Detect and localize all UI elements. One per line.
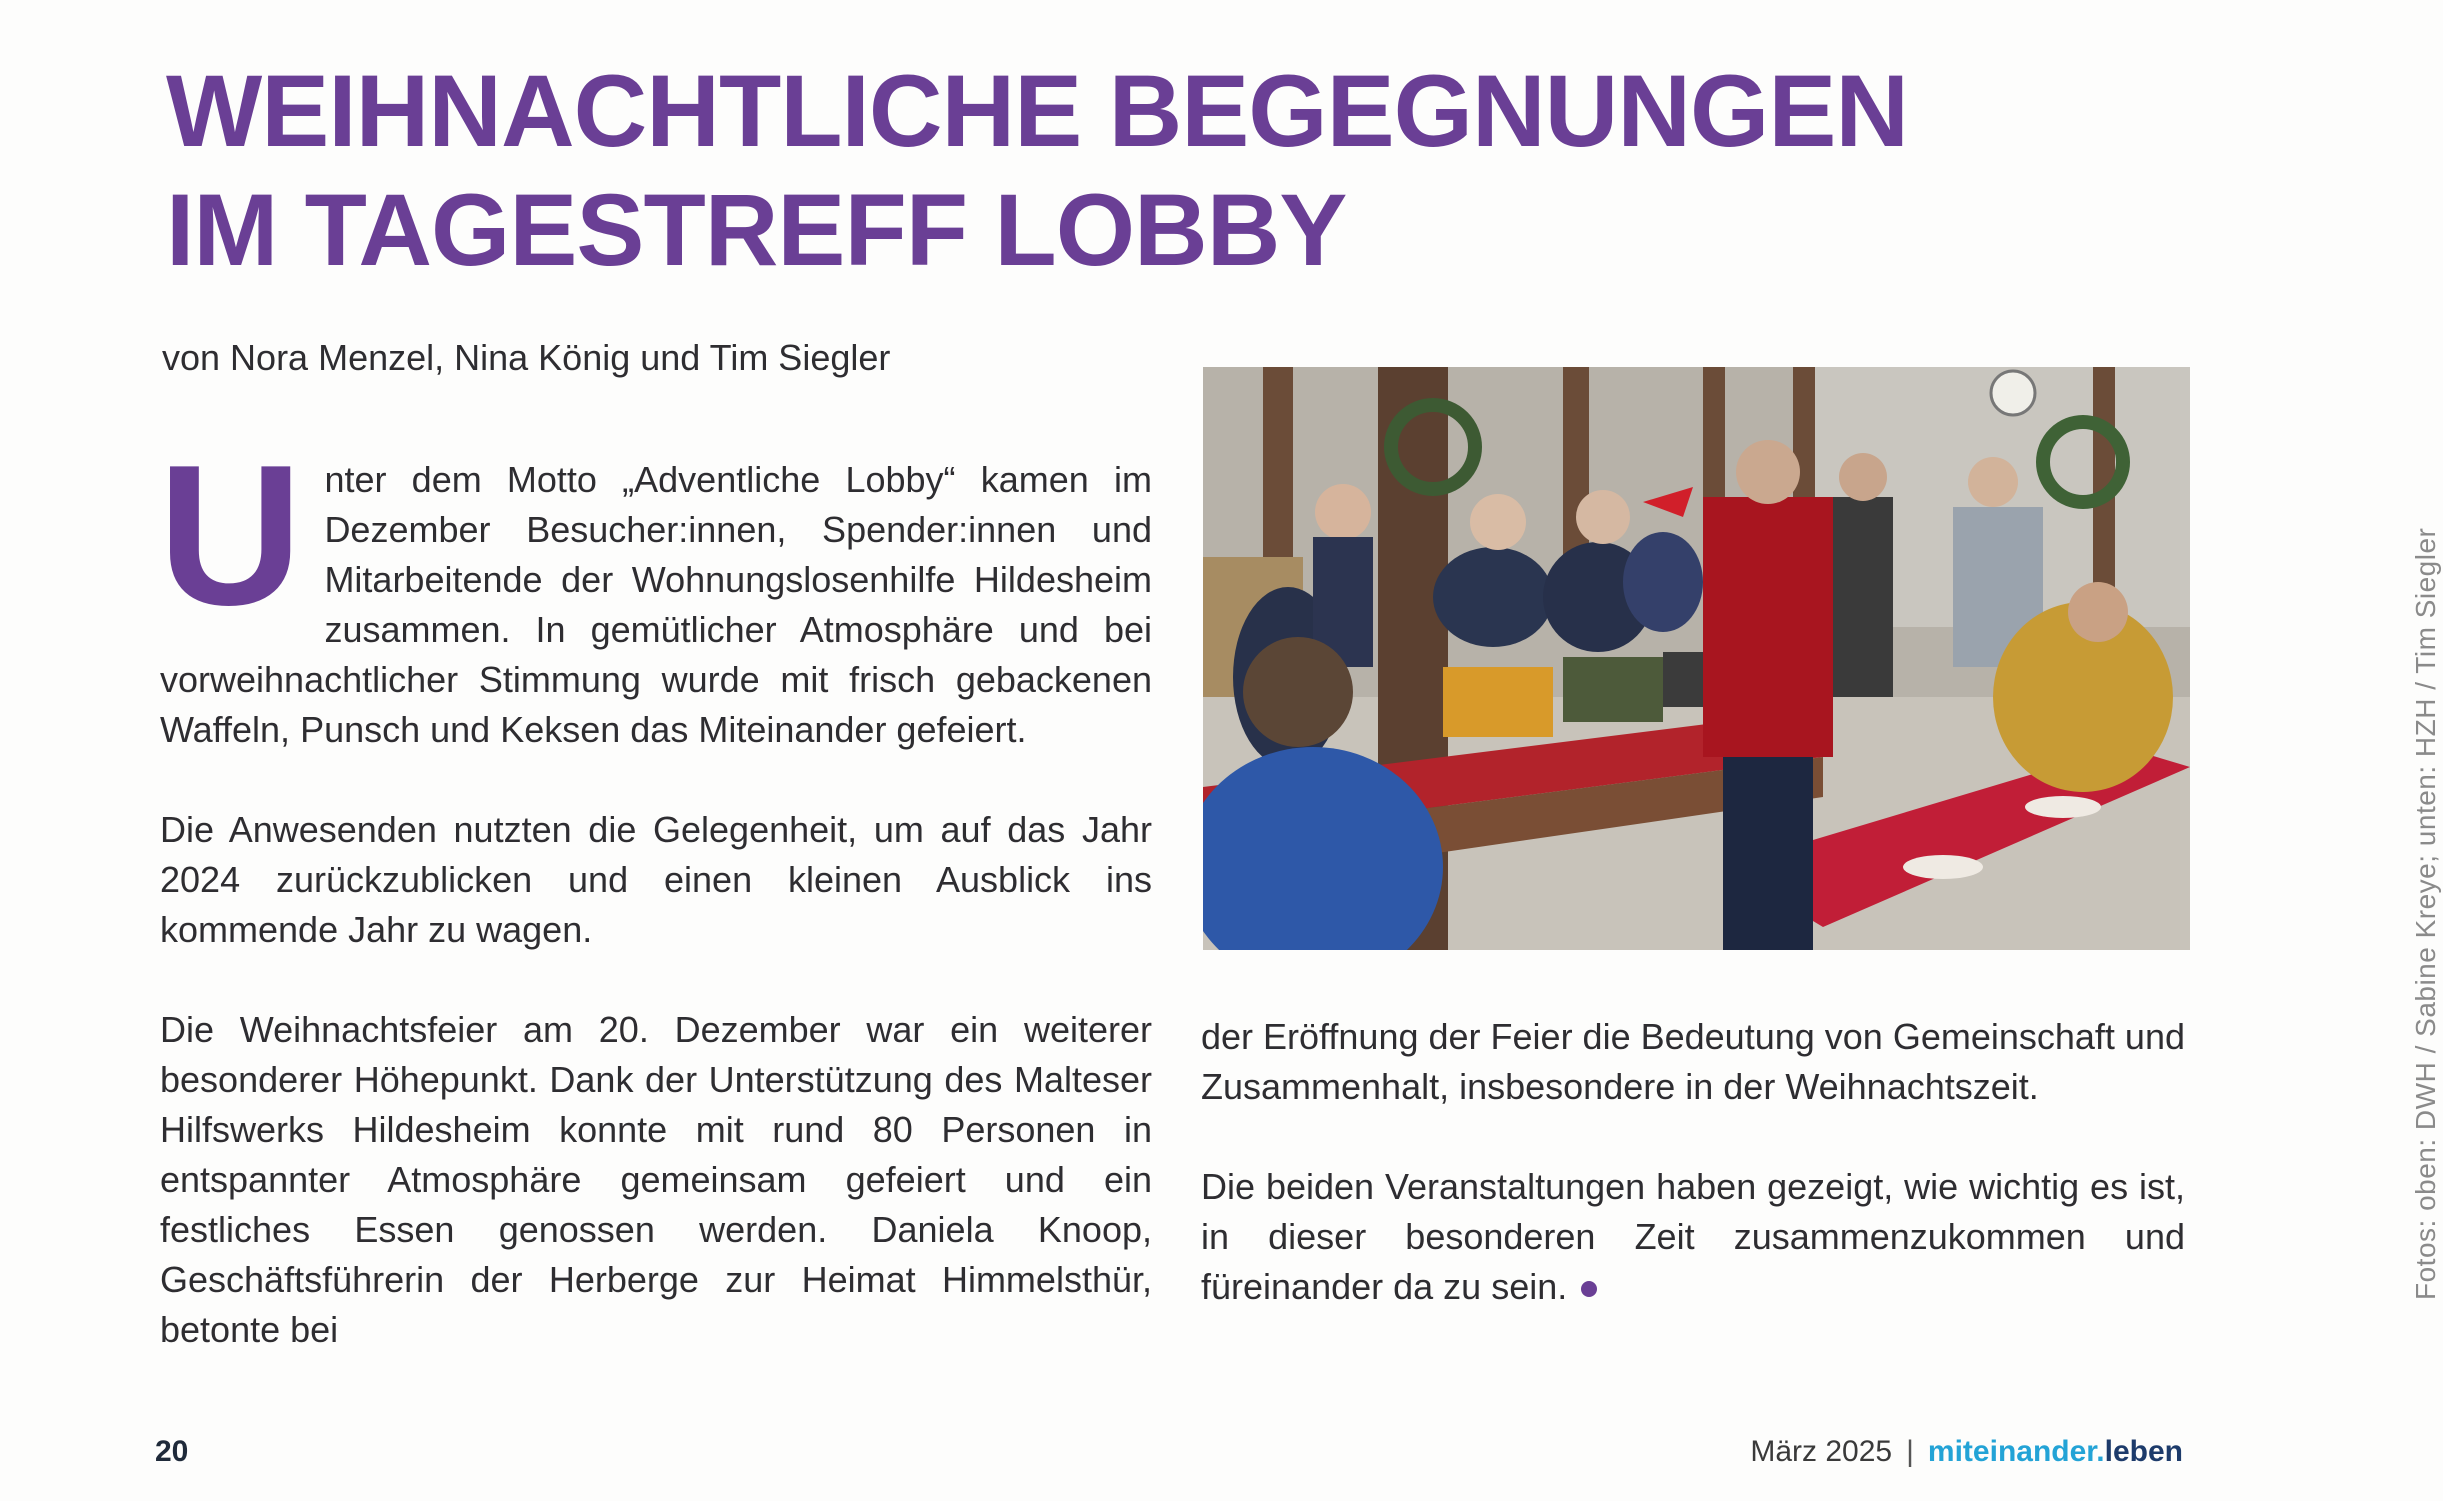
text-column-right [1201,1012,2185,1312]
event-photo-illustration [1203,367,2190,950]
paragraph-5 [1201,1162,2185,1312]
issue-date: März 2025 [1750,1435,1893,1468]
footer-issue [1750,1435,2183,1469]
paragraph-3: Die Weihnachtsfeier am 20. Dezember war ein weiterer besonderer Höhepunkt. Dank der Unterstützung des Malteser Hilfswerks Hildesheim konnte mit rund 80 Personen in entspannter Atmosphäre gemeinsam gefeiert und ein festliches Essen genossen werden. Daniela Knoop, Geschäftsführerin der Herberge zur Heimat Himmelsthür, betonte bei [160,1009,1152,1350]
brand-name-part1: miteinander. [1927,1435,2105,1468]
paragraph-intro-text: nter dem Motto „Adventliche Lobby“ kamen im Dezember Besucher:innen, Spender:innen und Mitarbeitende der Wohnungslosenhilfe Hildesheim zusammen. In gemütlicher Atmosphäre und bei vorweihnachtlicher Stimmung wurde mit frisch gebackenen Waffeln, Punsch und Keksen das Miteinander gefeiert. [160,459,1152,750]
paragraph-2: Die Anwesenden nutzten die Gelegenheit, um auf das Jahr 2024 zurückzublicken und einen kleinen Ausblick ins kommende Jahr zu wagen. [160,809,1152,950]
drop-cap: U [158,424,303,647]
title-line-2: IM TAGESTREFF LOBBY [166,173,1347,287]
end-mark-icon [1581,1281,1597,1297]
paragraph-4: der Eröffnung der Feier die Bedeutung von Gemeinschaft und Zusammenhalt, insbesondere in der Weihnachtszeit. [1201,1016,2185,1107]
byline: von Nora Menzel, Nina König und Tim Siegler [162,337,891,378]
footer-separator: | [1906,1435,1914,1468]
text-column-left [158,424,1152,1355]
paragraph-5-text: Die beiden Veranstaltungen haben gezeigt, wie wichtig es ist, in dieser besonderen Zeit zusammenzukommen und füreinander da zu sein. [1201,1166,2185,1307]
event-photo [1203,367,2190,950]
article-title [166,52,1966,290]
photo-credit: Fotos: oben: DWH / Sabine Kreye; unten: HZH / Tim Siegler [2410,527,2441,1300]
brand-name-part2: leben [2104,1435,2183,1468]
paragraph-intro [158,424,1152,755]
title-line-1: WEIHNACHTLICHE BEGEGNUNGEN [166,54,1909,168]
page-number: 20 [155,1435,189,1468]
